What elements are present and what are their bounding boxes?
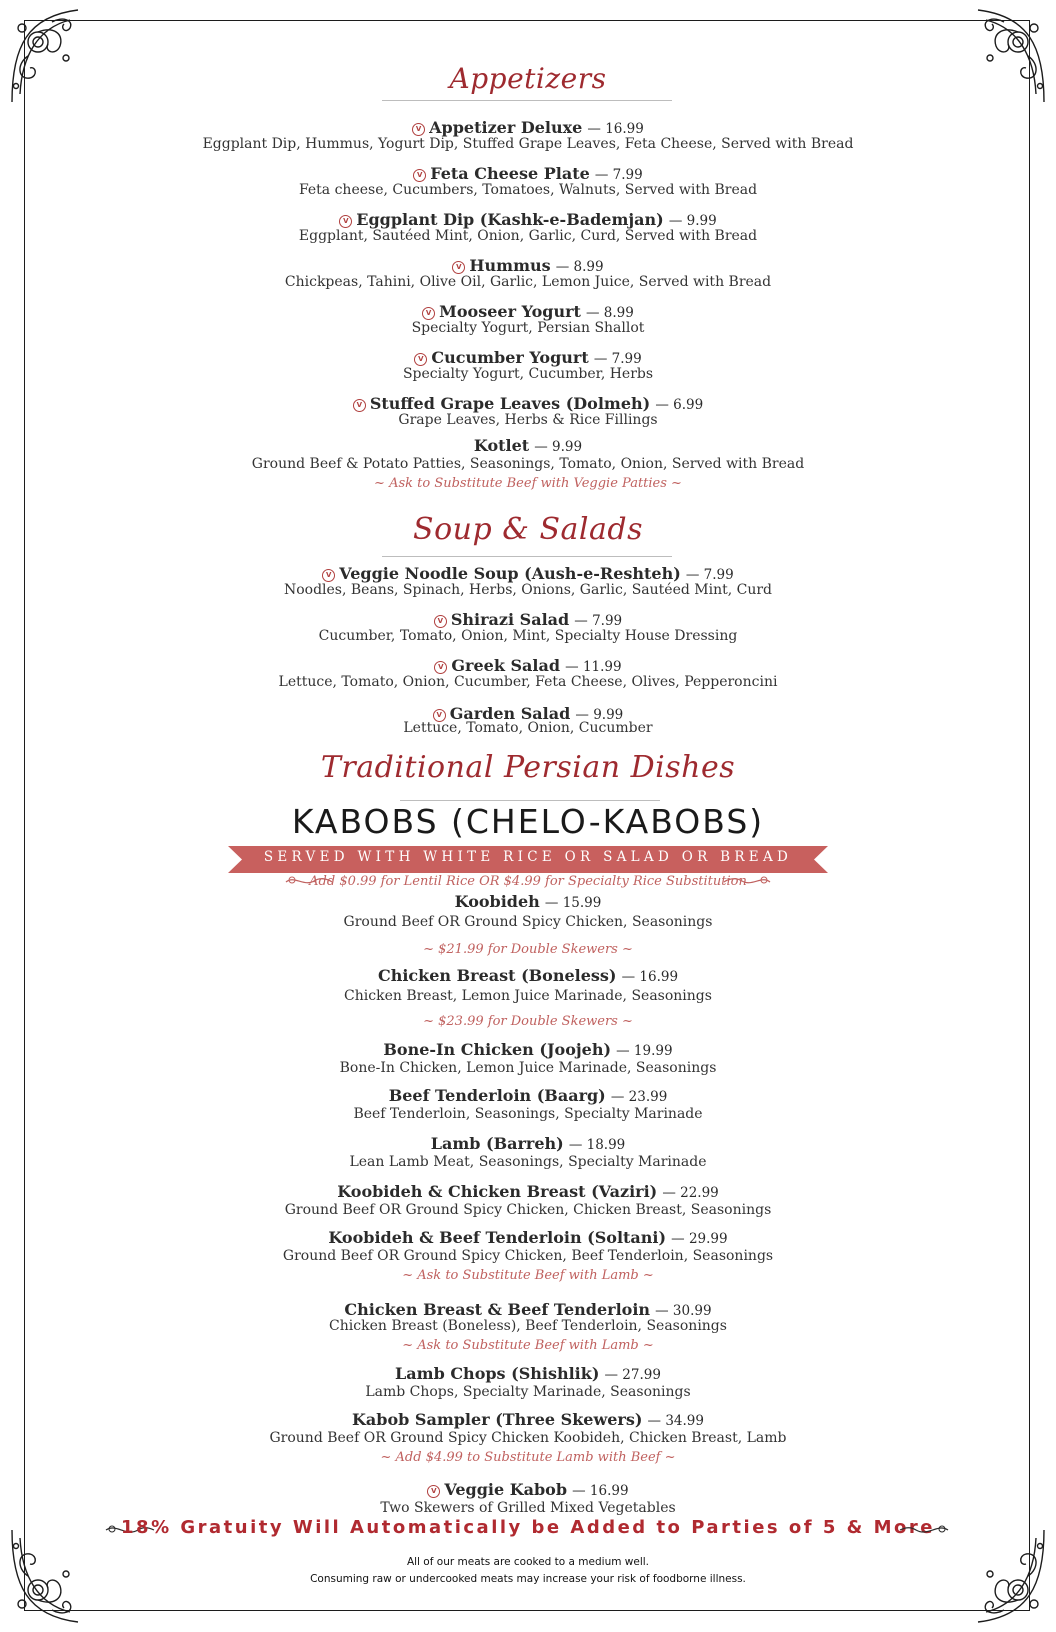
menu-item-name: Greek Salad [451, 656, 561, 675]
menu-item-description: Bone-In Chicken, Lemon Juice Marinade, Seasonings [339, 1060, 717, 1076]
menu-item-price: — 19.99 [616, 1043, 673, 1059]
menu-item-note: ~ $21.99 for Double Skewers ~ [423, 942, 633, 957]
veg-v-icon: V [434, 661, 447, 674]
menu-item-price: — 34.99 [647, 1413, 704, 1429]
menu-item-title [0, 1182, 1056, 1201]
menu-item-description: Lamb Chops, Specialty Marinade, Seasonings [365, 1384, 691, 1400]
menu-item-price: — 9.99 [668, 213, 717, 229]
menu-item-price: — 16.99 [587, 121, 644, 137]
menu-item-name: Lamb (Barreh) [430, 1134, 564, 1153]
menu-item-title [0, 656, 1056, 675]
menu-item-price: — 9.99 [575, 707, 624, 723]
veg-v-icon: V [322, 569, 335, 582]
menu-item-note: ~ Ask to Substitute Beef with Veggie Patties ~ [374, 476, 682, 491]
menu-item-name: Lamb Chops (Shishlik) [395, 1364, 600, 1383]
gratuity-note: 18% Gratuity Will Automatically be Added to Parties of 5 & More [121, 1517, 935, 1538]
menu-item-name: Chicken Breast & Beef Tenderloin [344, 1300, 651, 1319]
menu-item-title [0, 394, 1056, 413]
menu-item-name: Beef Tenderloin (Baarg) [388, 1086, 606, 1105]
menu-item-name: Koobideh & Beef Tenderloin (Soltani) [328, 1228, 667, 1247]
menu-item-title [0, 892, 1056, 911]
menu-item-name: Stuffed Grape Leaves (Dolmeh) [369, 394, 651, 413]
menu-item-name: Kotlet [473, 436, 530, 455]
menu-item-title [0, 1040, 1056, 1059]
menu-item-name: Mooseer Yogurt [439, 302, 581, 321]
menu-item-description: Chickpeas, Tahini, Olive Oil, Garlic, Lemon Juice, Served with Bread [284, 274, 772, 290]
menu-item-name: Bone-In Chicken (Joojeh) [383, 1040, 612, 1059]
menu-item-price: — 16.99 [621, 969, 679, 985]
menu-item-description: Lean Lamb Meat, Seasonings, Specialty Marinade [349, 1154, 707, 1170]
menu-item-price: — 7.99 [593, 351, 642, 367]
menu-item-price: — 30.99 [655, 1303, 712, 1319]
menu-item-title [0, 1134, 1056, 1153]
menu-item-description: Eggplant, Sautéed Mint, Onion, Garlic, Curd, Served with Bread [298, 228, 758, 244]
banner-text: SERVED WITH WHITE RICE OR SALAD OR BREAD [263, 849, 793, 865]
menu-item-price: — 7.99 [574, 613, 623, 629]
menu-item-name: Hummus [469, 256, 551, 275]
menu-item-price: — 16.99 [572, 1483, 629, 1499]
menu-item-name: Koobideh [454, 892, 540, 911]
appetizers-title: Appetizers [449, 62, 607, 95]
title-rule [382, 100, 672, 101]
menu-item-name: Appetizer Deluxe [429, 118, 583, 137]
menu-item-price: — 15.99 [544, 895, 602, 911]
veg-v-icon: V [353, 399, 366, 412]
veg-v-icon: V [414, 353, 427, 366]
veg-v-icon: V [339, 215, 352, 228]
footer-line-2: Consuming raw or undercooked meats may increase your risk of foodborne illness. [310, 1573, 746, 1585]
menu-item-description: Ground Beef OR Ground Spicy Chicken Koobideh, Chicken Breast, Lamb [269, 1430, 787, 1446]
menu-item-description: Ground Beef & Potato Patties, Seasonings, Tomato, Onion, Served with Bread [251, 456, 805, 472]
menu-item-price: — 9.99 [534, 439, 583, 455]
veg-v-icon: V [433, 709, 446, 722]
menu-item-title [0, 966, 1056, 985]
menu-item-note: ~ $23.99 for Double Skewers ~ [423, 1014, 633, 1029]
menu-item-description: Ground Beef OR Ground Spicy Chicken, Seasonings [343, 914, 713, 930]
menu-item-name: Feta Cheese Plate [430, 164, 590, 183]
menu-item-description: Specialty Yogurt, Cucumber, Herbs [402, 366, 654, 382]
menu-item-title [0, 1300, 1056, 1319]
menu-item-title [0, 610, 1056, 629]
menu-item-description: Ground Beef OR Ground Spicy Chicken, Beef Tenderloin, Seasonings [282, 1248, 774, 1264]
veg-v-icon: V [422, 307, 435, 320]
kabobs-title: KABOBS (CHELO-KABOBS) [291, 802, 765, 841]
menu-item-name: Cucumber Yogurt [431, 348, 589, 367]
menu-item-price: — 8.99 [586, 305, 634, 321]
menu-item-description: Eggplant Dip, Hummus, Yogurt Dip, Stuffed Grape Leaves, Feta Cheese, Served with Bread [202, 136, 854, 152]
veg-v-icon: V [412, 123, 425, 136]
menu-item-title [0, 302, 1056, 321]
persian-dishes-title: Traditional Persian Dishes [320, 750, 736, 785]
menu-item-price: — 27.99 [604, 1367, 661, 1383]
menu-item-description: Chicken Breast (Boneless), Beef Tenderloin, Seasonings [329, 1318, 727, 1334]
veg-v-icon: V [427, 1485, 440, 1498]
menu-item-name: Kabob Sampler (Three Skewers) [352, 1410, 643, 1429]
veg-v-icon: V [434, 615, 447, 628]
menu-item-name: Shirazi Salad [450, 610, 570, 629]
menu-item-title [0, 436, 1056, 455]
menu-item-description: Ground Beef OR Ground Spicy Chicken, Chicken Breast, Seasonings [284, 1202, 772, 1218]
menu-item-title [0, 1480, 1056, 1499]
menu-item-name: Veggie Kabob [444, 1480, 568, 1499]
menu-item-price: — 6.99 [655, 397, 704, 413]
swirl-ornament-icon [898, 1522, 950, 1538]
menu-item-title [0, 256, 1056, 275]
menu-item-description: Feta cheese, Cucumbers, Tomatoes, Walnuts, Served with Bread [298, 182, 758, 198]
rice-note: Add $0.99 for Lentil Rice OR $4.99 for Specialty Rice Substitution [309, 874, 747, 889]
menu-item-price: — 22.99 [662, 1185, 719, 1201]
title-rule [382, 556, 672, 557]
menu-item-description: Cucumber, Tomato, Onion, Mint, Specialty House Dressing [318, 628, 738, 644]
menu-item-price: — 7.99 [594, 167, 643, 183]
menu-item-title [0, 1228, 1056, 1247]
menu-item-description: Noodles, Beans, Spinach, Herbs, Onions, Garlic, Sautéed Mint, Curd [283, 582, 773, 598]
menu-item-description: Lettuce, Tomato, Onion, Cucumber [403, 720, 653, 736]
menu-item-name: Chicken Breast (Boneless) [377, 966, 617, 985]
menu-item-title [0, 564, 1056, 583]
menu-item-description: Beef Tenderloin, Seasonings, Specialty Marinade [353, 1106, 703, 1122]
menu-item-name: Garden Salad [449, 704, 571, 723]
menu-item-note: ~ Ask to Substitute Beef with Lamb ~ [402, 1338, 654, 1353]
swirl-ornament-icon [722, 873, 772, 889]
menu-item-description: Two Skewers of Grilled Mixed Vegetables [380, 1500, 676, 1516]
veg-v-icon: V [413, 169, 426, 182]
menu-item-price: — 8.99 [555, 259, 604, 275]
menu-item-title [0, 118, 1056, 137]
menu-item-description: Lettuce, Tomato, Onion, Cucumber, Feta Cheese, Olives, Pepperoncini [278, 674, 778, 690]
menu-item-name: Eggplant Dip (Kashk-e-Bademjan) [356, 210, 664, 229]
menu-item-title [0, 1364, 1056, 1383]
menu-item-title [0, 164, 1056, 183]
menu-item-title [0, 1086, 1056, 1105]
menu-item-price: — 23.99 [610, 1089, 668, 1105]
menu-item-description: Chicken Breast, Lemon Juice Marinade, Seasonings [344, 988, 712, 1004]
menu-item-note: ~ Add $4.99 to Substitute Lamb with Beef ~ [380, 1450, 676, 1465]
menu-item-price: — 29.99 [671, 1231, 728, 1247]
menu-item-description: Grape Leaves, Herbs & Rice Fillings [398, 412, 658, 428]
menu-item-price: — 7.99 [685, 567, 734, 583]
menu-item-price: — 11.99 [565, 659, 622, 675]
menu-item-price: — 18.99 [568, 1137, 626, 1153]
menu-item-note: ~ Ask to Substitute Beef with Lamb ~ [402, 1268, 654, 1283]
footer-line-1: All of our meats are cooked to a medium well. [406, 1556, 650, 1568]
menu-item-title [0, 348, 1056, 367]
menu-item-name: Koobideh & Chicken Breast (Vaziri) [337, 1182, 658, 1201]
soup-salads-title: Soup & Salads [413, 512, 643, 547]
menu-item-title [0, 210, 1056, 229]
menu-item-name: Veggie Noodle Soup (Aush-e-Reshteh) [339, 564, 681, 583]
veg-v-icon: V [452, 261, 465, 274]
menu-item-description: Specialty Yogurt, Persian Shallot [411, 320, 645, 336]
menu-item-title [0, 1410, 1056, 1429]
title-rule [400, 800, 660, 801]
